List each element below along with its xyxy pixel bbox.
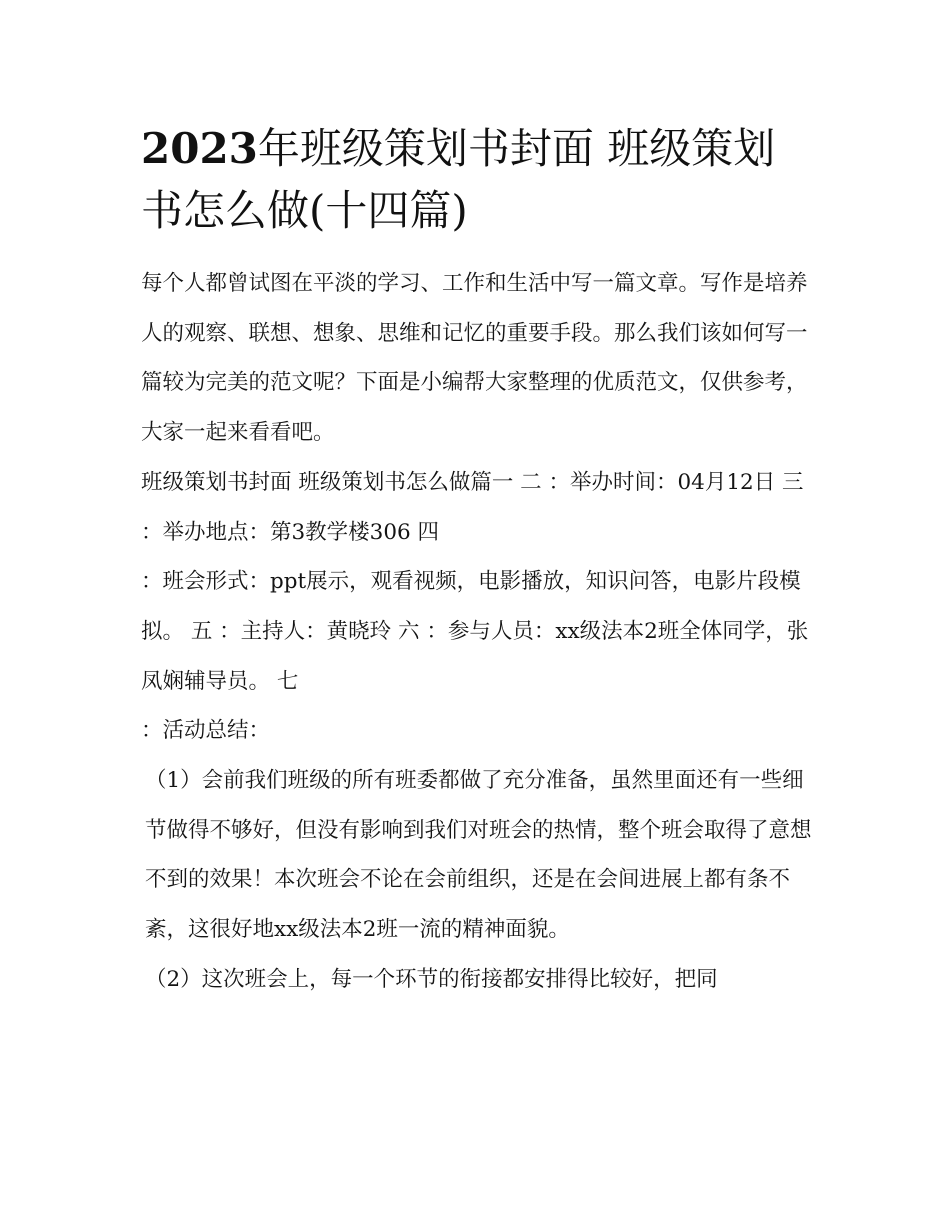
document-title — [141, 118, 813, 242]
summary-item-1: （1）会前我们班级的所有班委都做了充分准备，虽然里面还有一些细节做得不够好，但没有影响到我们对班会的热情，整个班会取得了意想不到的效果！本次班会不论在会前组织，还是在会间进展上都有条不紊，这很好地xx级法本2班一流的精神面貌。 — [145, 768, 812, 943]
section-details-line-2: ：班会形式：ppt展示，观看视频，电影播放，知识问答，电影片段模拟。 五 ：主持人：黄晓玲 六 ：参与人员：xx级法本2班全体同学，张凤娴辅导员。 七 — [141, 569, 809, 694]
title-year: 2023 — [141, 124, 258, 173]
title-text: 年班级策划书封面 班级策划书怎么做(十四篇) — [141, 124, 776, 235]
intro-paragraph: 每个人都曾试图在平淡的学习、工作和生活中写一篇文章。写作是培养人的观察、联想、想象、思维和记忆的重要手段。那么我们该如何写一篇较为完美的范文呢？下面是小编帮大家整理的优质范文，仅供参考，大家一起来看看吧。 — [141, 271, 808, 446]
section-details-line-1: 班级策划书封面 班级策划书怎么做篇一 二 ：举办时间：04月12日 三 ：举办地点：第3教学楼306 四 — [141, 469, 804, 545]
document-content — [141, 118, 813, 1005]
summary-item-2: （2）这次班会上，每一个环节的衔接都安排得比较好，把同 — [145, 966, 718, 992]
section-summary-heading: ：活动总结： — [141, 718, 271, 744]
